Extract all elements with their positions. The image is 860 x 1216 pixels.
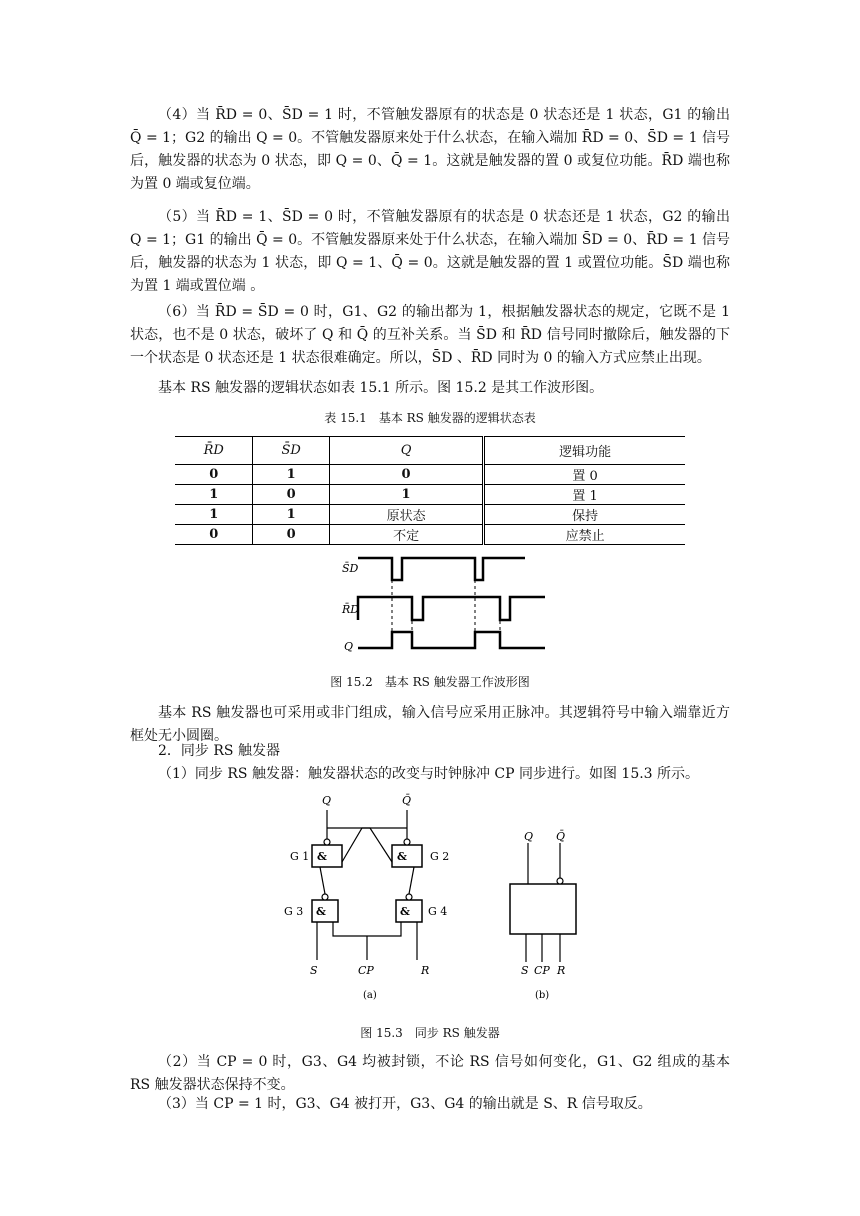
paragraph-4: （4）当 R̄D = 0、S̄D = 1 时，不管触发器原有的状态是 0 状态还是 1 状态，G1 的输出 Q̄ = 1；G2 的输出 Q = 0。不管触发器原来处于什么状态，在输入端加 R̄D = 0、S̄D = 1 信号后，触发器的状态为 0 状态，即 Q = 0、Q̄ = 1。这就是触发器的置 0 或复位功能。R̄D 端也称为置 0 端或复位端。 — [130, 107, 730, 192]
sub-caption-b: (b) — [535, 990, 550, 1001]
sub-caption-a: (a) — [363, 990, 377, 1001]
table-cell: 0 — [175, 465, 253, 485]
sd-waveform — [358, 558, 525, 580]
g3-symbol: & — [316, 905, 326, 918]
table-cell: 0 — [175, 525, 253, 545]
paragraph-11: （2）当 CP = 0 时，G3、G4 均被封锁，不论 RS 信号如何变化，G1、G2 组成的基本 RS 触发器状态保持不变。 — [130, 1054, 730, 1093]
table-cell: 置 0 — [572, 469, 598, 484]
paragraph-10: （1）同步 RS 触发器：触发器状态的改变与时钟脉冲 CP 同步进行。如图 15.3 所示。 — [158, 766, 700, 782]
rd-label: R̄D — [342, 603, 360, 616]
s-input-a: S — [310, 964, 318, 977]
figure-15-2-caption: 图 15.2 基本 RS 触发器工作波形图 — [330, 675, 530, 689]
qbar-output-b: Q̄ — [556, 830, 566, 843]
g3-label: G 3 — [284, 905, 304, 918]
paragraph-6: （6）当 R̄D = S̄D = 0 时，G1、G2 的输出都为 1，根据触发器状态的规定，它既不是 1 状态，也不是 0 状态，破坏了 Q 和 Q̄ 的互补关系。当 S̄D 和 R̄D 信号同时撤除后，触发器的下一个状态是 0 状态还是 1 状态很难确定。所以，S̄D 、R̄D 同时为 0 的输入方式应禁止出现。 — [130, 304, 730, 366]
g1-label: G 1 — [290, 850, 310, 863]
sd-label: S̄D — [342, 562, 359, 575]
g4-label: G 4 — [428, 905, 448, 918]
q-label: Q — [344, 640, 354, 653]
paragraph-7: 基本 RS 触发器的逻辑状态如表 15.1 所示。图 15.2 是其工作波形图。 — [158, 380, 604, 396]
g4-symbol: & — [400, 905, 410, 918]
waveform-figure — [330, 550, 560, 660]
table-cell: 0 — [253, 525, 330, 545]
table-header-sd: S̄D — [253, 437, 330, 465]
g1-symbol: & — [317, 850, 327, 863]
table-cell: 应禁止 — [565, 529, 605, 544]
r-input-a: R — [421, 964, 430, 977]
table-caption: 表 15.1 基本 RS 触发器的逻辑状态表 — [324, 411, 536, 425]
cp-input-b: CP — [534, 964, 550, 977]
g2-label: G 2 — [430, 850, 450, 863]
table-cell: 1 — [253, 465, 330, 485]
paragraph-9: 2．同步 RS 触发器 — [158, 743, 280, 759]
table-cell: 1 — [175, 485, 253, 505]
table-row — [175, 465, 685, 485]
q-output-b: Q — [524, 830, 534, 843]
table-row — [175, 485, 685, 505]
table-header-function: 逻辑功能 — [484, 437, 685, 465]
q-waveform — [358, 632, 545, 648]
s-input-b: S — [521, 964, 529, 977]
table-header-q: Q — [329, 437, 483, 465]
rd-waveform — [358, 597, 545, 620]
table-cell: 0 — [329, 465, 483, 485]
q-output-a: Q — [322, 794, 332, 807]
table-cell: 不定 — [329, 525, 483, 545]
cp-input-a: CP — [358, 964, 374, 977]
table-cell: 1 — [329, 485, 483, 505]
table-cell: 0 — [253, 485, 330, 505]
g2-symbol: & — [397, 850, 407, 863]
table-cell: 原状态 — [329, 505, 483, 525]
table-row — [175, 505, 685, 525]
figure-15-3-caption: 图 15.3 同步 RS 触发器 — [360, 1026, 500, 1040]
table-cell: 1 — [253, 505, 330, 525]
sync-rs-figure — [270, 788, 600, 1008]
paragraph-12: （3）当 CP = 1 时，G3、G4 被打开，G3、G4 的输出就是 S、R 信号取反。 — [158, 1096, 652, 1112]
table-header-rd: R̄D — [175, 437, 253, 465]
logic-state-table — [175, 436, 685, 545]
table-cell: 保持 — [572, 509, 599, 524]
paragraph-5: （5）当 R̄D = 1、S̄D = 0 时，不管触发器原有的状态是 0 状态还是 1 状态，G2 的输出 Q = 1；G1 的输出 Q̄ = 0。不管触发器原来处于什么状态，在输入端加 S̄D = 0、R̄D = 1 信号后，触发器的状态为 1 状态，即 Q = 1、Q̄ = 0。这就是触发器的置 1 或置位功能。S̄D 端也称为置 1 端或置位端 。 — [130, 209, 730, 294]
qbar-output-a: Q̄ — [402, 794, 412, 807]
rs-symbol-box — [510, 884, 576, 934]
table-row — [175, 525, 685, 545]
paragraph-8: 基本 RS 触发器也可采用或非门组成，输入信号应采用正脉冲。其逻辑符号中输入端靠近方框处无小圆圈。 — [130, 705, 730, 744]
table-cell: 1 — [175, 505, 253, 525]
table-cell: 置 1 — [572, 489, 598, 504]
r-input-b: R — [557, 964, 566, 977]
